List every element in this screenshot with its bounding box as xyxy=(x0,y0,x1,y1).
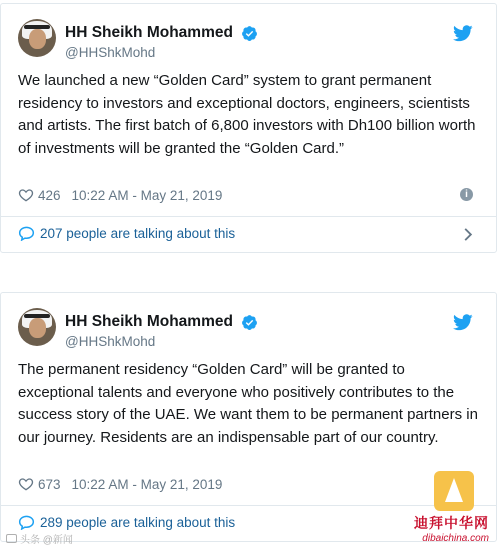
watermark-url: dibaichina.com xyxy=(422,533,489,544)
talking-link[interactable] xyxy=(18,515,235,530)
talking-link[interactable] xyxy=(18,226,235,241)
tweet-card[interactable] xyxy=(0,292,497,542)
like-count[interactable]: 426 xyxy=(38,187,61,203)
author-name[interactable]: HH Sheikh Mohammed xyxy=(65,313,233,330)
divider xyxy=(1,505,496,506)
heart-icon[interactable] xyxy=(18,187,34,203)
talking-label: 207 people are talking about this xyxy=(40,226,236,241)
watermark-left: 头条 @新闻 xyxy=(6,531,73,546)
twitter-bird-icon[interactable] xyxy=(453,25,473,42)
timestamp[interactable]: 10:22 AM - May 21, 2019 xyxy=(71,476,223,492)
verified-badge-icon xyxy=(241,314,258,331)
watermark-cn: 迪拜中华网 xyxy=(414,516,489,532)
tweet-meta xyxy=(18,187,222,203)
camera-icon xyxy=(6,534,17,543)
speech-bubble-icon xyxy=(18,515,35,530)
avatar[interactable] xyxy=(18,19,56,57)
author-handle[interactable]: @HHShkMohd xyxy=(65,45,156,60)
talking-label: 289 people are talking about this xyxy=(40,515,236,530)
author-name[interactable]: HH Sheikh Mohammed xyxy=(65,24,233,41)
divider xyxy=(1,216,496,217)
tweet-meta xyxy=(18,476,222,492)
tweet-text: We launched a new “Golden Card” system to grant permanent residency to investors and exceptional doctors, engineers, scientists and artists. The first batch of 6,800 investors with Dh100 billion worth of investments will be granted the “Golden Card.” xyxy=(18,72,476,157)
author-handle[interactable]: @HHShkMohd xyxy=(65,334,156,349)
verified-badge-icon xyxy=(241,25,258,42)
avatar[interactable] xyxy=(18,308,56,346)
twitter-bird-icon[interactable] xyxy=(453,314,473,331)
tweet-text: The permanent residency “Golden Card” will be granted to exceptional talents and everyone who positively contributes to the success story of the UAE. We want them to be permanent partners in our journey. Residents are an indispensable part of our country. xyxy=(18,361,478,446)
tweet-card[interactable] xyxy=(0,3,497,253)
speech-bubble-icon xyxy=(18,226,35,241)
chevron-right-icon[interactable] xyxy=(463,227,473,242)
card-separator xyxy=(0,256,497,292)
heart-icon[interactable] xyxy=(18,476,34,492)
watermark-logo xyxy=(434,471,474,511)
info-icon[interactable]: i xyxy=(460,188,473,201)
like-count[interactable]: 673 xyxy=(38,476,61,492)
watermark-right xyxy=(414,513,489,544)
timestamp[interactable]: 10:22 AM - May 21, 2019 xyxy=(71,187,223,203)
